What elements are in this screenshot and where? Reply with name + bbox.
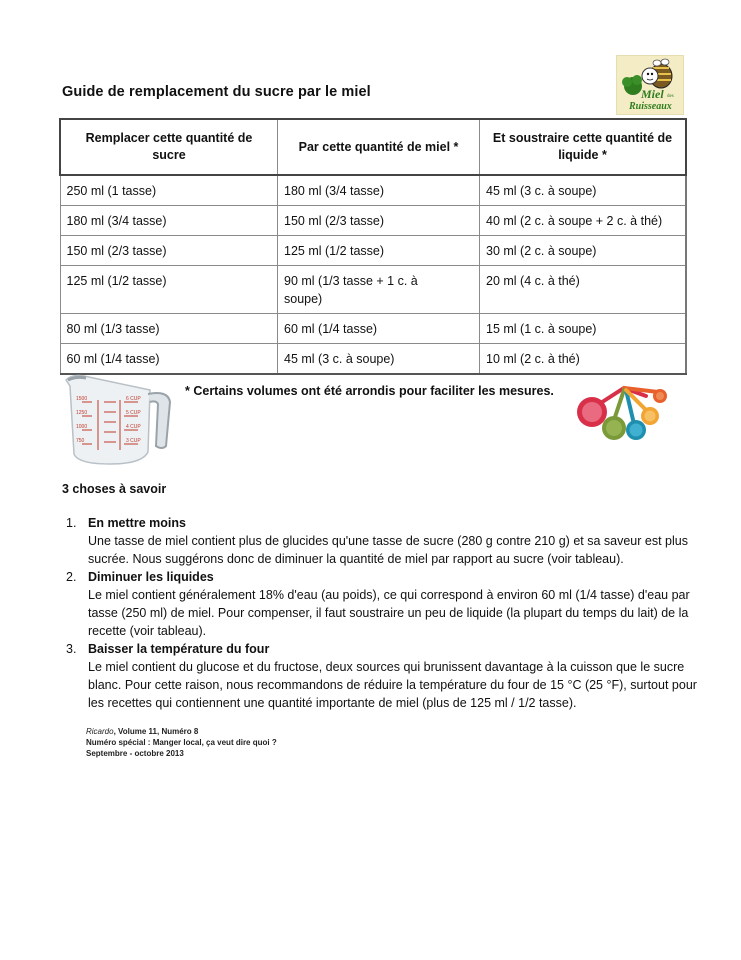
cell-liquid: 40 ml (2 c. à soupe + 2 c. à thé) [480, 206, 687, 236]
bee-logo-icon [617, 56, 683, 114]
measuring-spoons-icon [574, 380, 674, 446]
item-number: 2. [66, 570, 77, 584]
svg-text:Ruisseaux: Ruisseaux [629, 101, 672, 112]
svg-text:1500: 1500 [76, 396, 88, 402]
source-line-3: Septembre - octobre 2013 [86, 749, 184, 758]
volume-info: , Volume 11, Numéro 8 [113, 727, 199, 736]
cell-sugar: 180 ml (3/4 tasse) [60, 206, 278, 236]
table-row [60, 206, 686, 236]
svg-text:5 CUP: 5 CUP [126, 410, 141, 416]
list-item [62, 514, 702, 568]
section-title: 3 choses à savoir [62, 482, 167, 496]
cell-sugar: 125 ml (1/2 tasse) [60, 266, 278, 314]
list-item [62, 568, 702, 640]
table-header-row [60, 119, 686, 175]
measuring-cup-icon [62, 372, 174, 468]
item-body: Le miel contient du glucose et du fructose, deux sources qui brunissent davantage à la cuisson que le sucre blanc. Pour cette raison, nous recommandons de réduire la température du four de 15 °C (25 °F), surtout pour les recettes qui contiennent une quantité importante de miel (plus de 125 ml / 1/2 tasse). [88, 660, 697, 710]
cell-honey: 90 ml (1/3 tasse + 1 c. à soupe) [278, 266, 480, 314]
cell-liquid: 10 ml (2 c. à thé) [480, 344, 687, 375]
cell-honey: 125 ml (1/2 tasse) [278, 236, 480, 266]
item-title: Baisser la température du four [88, 642, 270, 656]
measuring-spoons-image [574, 380, 674, 446]
cell-honey: 150 ml (2/3 tasse) [278, 206, 480, 236]
svg-text:6 CUP: 6 CUP [126, 396, 141, 402]
document-title: Guide de remplacement du sucre par le miel [62, 84, 371, 100]
cell-sugar: 250 ml (1 tasse) [60, 175, 278, 206]
sugar-honey-table [59, 118, 687, 375]
table-row [60, 236, 686, 266]
rounding-note: * Certains volumes ont été arrondis pour faciliter les mesures. [185, 384, 554, 398]
svg-text:3 CUP: 3 CUP [126, 438, 141, 444]
brand-logo [616, 55, 684, 115]
header-honey: Par cette quantité de miel * [278, 119, 480, 175]
cell-sugar: 150 ml (2/3 tasse) [60, 236, 278, 266]
cell-liquid: 20 ml (4 c. à thé) [480, 266, 687, 314]
source-citation [86, 726, 277, 759]
item-number: 1. [66, 516, 77, 530]
item-body: Une tasse de miel contient plus de glucides qu'une tasse de sucre (280 g contre 210 g) et sa saveur est plus sucrée. Nous suggérons donc de diminuer la quantité de miel par rapport au sucre (voir tableau). [88, 534, 688, 566]
source-line-2: Numéro spécial : Manger local, ça veut dire quoi ? [86, 738, 277, 747]
cell-sugar: 60 ml (1/4 tasse) [60, 344, 278, 375]
table-row [60, 266, 686, 314]
source-line-1 [86, 726, 277, 737]
cell-honey: 45 ml (3 c. à soupe) [278, 344, 480, 375]
cell-sugar: 80 ml (1/3 tasse) [60, 314, 278, 344]
cell-liquid: 15 ml (1 c. à soupe) [480, 314, 687, 344]
svg-text:1250: 1250 [76, 410, 88, 416]
svg-text:Miel: Miel [641, 87, 664, 101]
table-row [60, 314, 686, 344]
item-number: 3. [66, 642, 77, 656]
item-title: En mettre moins [88, 516, 186, 530]
item-body: Le miel contient généralement 18% d'eau (au poids), ce qui correspond à environ 60 ml (1/4 tasse) d'eau par tasse (250 ml) de miel. Pour compenser, il faut soustraire un peu de liquide (la plupart du temps du lait) de la recette (voir tableau). [88, 588, 690, 638]
magazine-name: Ricardo [86, 727, 114, 736]
tips-list [62, 514, 702, 712]
svg-text:des: des [667, 94, 674, 99]
cell-honey: 60 ml (1/4 tasse) [278, 314, 480, 344]
cell-honey: 180 ml (3/4 tasse) [278, 175, 480, 206]
header-liquid: Et soustraire cette quantité de liquide * [480, 119, 687, 175]
measuring-cup-image [62, 372, 174, 468]
svg-text:1000: 1000 [76, 424, 88, 430]
list-item [62, 640, 702, 712]
cell-liquid: 45 ml (3 c. à soupe) [480, 175, 687, 206]
header-sugar: Remplacer cette quantité de sucre [60, 119, 278, 175]
cell-liquid: 30 ml (2 c. à soupe) [480, 236, 687, 266]
table-row [60, 344, 686, 375]
table-row [60, 175, 686, 206]
svg-text:750: 750 [76, 438, 85, 444]
svg-text:4 CUP: 4 CUP [126, 424, 141, 430]
item-title: Diminuer les liquides [88, 570, 214, 584]
